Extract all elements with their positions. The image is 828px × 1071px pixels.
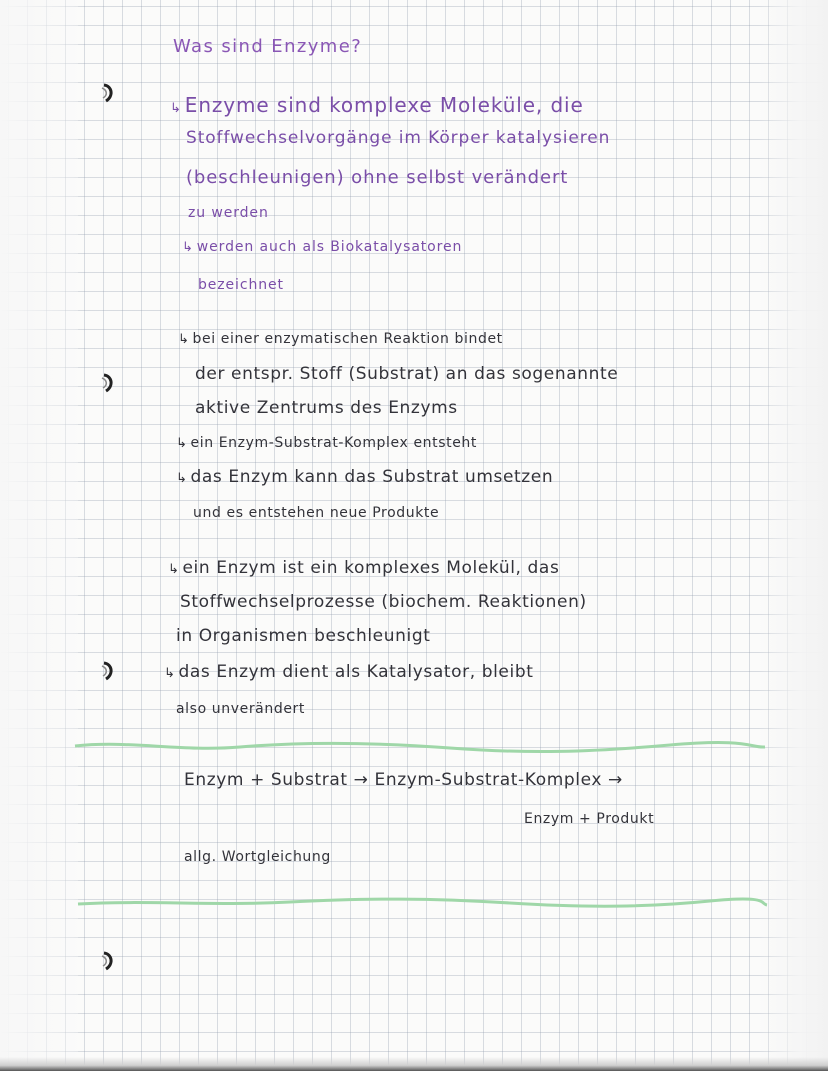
green-divider [70,736,770,760]
note-line: (beschleunigen) ohne selbst verändert [186,167,569,188]
note-line: bezeichnet [198,277,284,293]
note-line: ↳ das Enzym dient als Katalysator, bleibt [164,662,534,682]
note-line: also unverändert [176,701,305,717]
note-line: ↳ das Enzym kann das Substrat umsetzen [176,467,554,487]
note-line: Stoffwechselprozesse (biochem. Reaktionen) [180,592,587,612]
word-equation-result: Enzym + Produkt [524,811,655,827]
binder-hole-icon [98,82,120,104]
note-line: ↳ bei einer enzymatischen Reaktion bindet [178,331,503,347]
arrow-icon: ↳ [176,436,188,451]
note-line: zu werden [188,205,269,221]
page-left-margin [0,0,78,1071]
note-line: ↳ ein Enzym ist ein komplexes Molekül, das [168,558,560,578]
note-line: ↳ werden auch als Biokatalysatoren [182,239,463,255]
page-bottom-edge [0,1057,828,1071]
arrow-icon: ↳ [178,332,190,347]
arrow-icon: ↳ [170,101,182,116]
note-line: der entspr. Stoff (Substrat) an das sogenannte [195,364,619,384]
note-line: Stoffwechselvorgänge im Körper katalysieren [186,128,611,148]
equation-note: allg. Wortgleichung [184,849,331,865]
binder-hole-icon [98,950,120,972]
note-line: ↳ ein Enzym-Substrat-Komplex entsteht [176,435,477,451]
note-line: und es entstehen neue Produkte [193,505,440,521]
page-title: Was sind Enzyme? [173,36,363,57]
arrow-icon: ↳ [168,562,180,577]
binder-hole-icon [98,372,120,394]
arrow-icon: ↳ [176,471,188,486]
note-line: aktive Zentrums des Enzyms [195,398,458,418]
note-line: in Organismen beschleunigt [176,626,431,646]
green-divider [70,892,770,916]
binder-hole-icon [98,660,120,682]
arrow-icon: ↳ [164,666,176,681]
word-equation: Enzym + Substrat → Enzym-Substrat-Komplex → [184,770,623,790]
arrow-icon: ↳ [182,240,194,255]
note-line: ↳ Enzyme sind komplexe Moleküle, die [170,93,584,117]
